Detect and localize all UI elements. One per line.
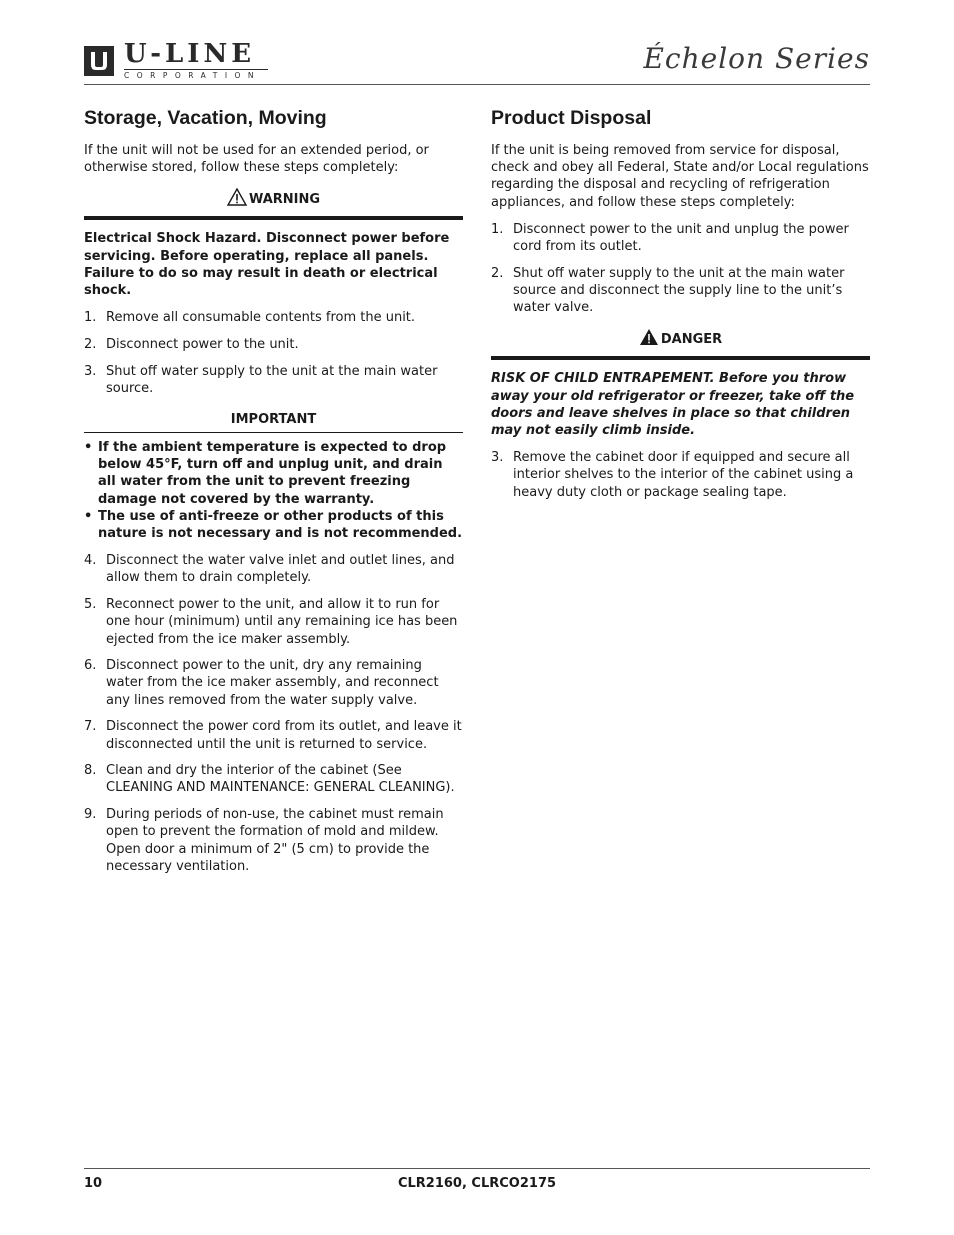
important-heading xyxy=(84,411,463,429)
list-item: 2. Disconnect power to the unit. xyxy=(84,336,299,352)
list-item: 3. Shut off water supply to the unit at the main water source. xyxy=(84,363,438,396)
header-divider xyxy=(84,84,870,85)
list-item: • The use of anti-freeze or other products of this nature is not necessary and is not recommended. xyxy=(84,508,463,542)
warning-heading xyxy=(84,188,463,212)
list-item: • If the ambient temperature is expected to drop below 45°F, turn off and unplug unit, and drain all water from the unit to prevent freezing damage not covered by the warranty. xyxy=(84,440,447,507)
page-header xyxy=(84,40,870,86)
section-title: Storage, Vacation, Moving xyxy=(84,107,327,129)
list-item: 3. Remove the cabinet door if equipped and secure all interior shelves to the interior of the cabinet using a heavy duty cloth or package sealing tape. xyxy=(491,450,854,500)
series-title: Échelon Series xyxy=(643,42,870,75)
warning-label: WARNING xyxy=(248,192,321,208)
section-title: Product Disposal xyxy=(491,107,652,129)
disposal-section xyxy=(491,104,870,510)
list-item: 1. Remove all consumable contents from the unit. xyxy=(84,310,416,326)
danger-label: DANGER xyxy=(660,332,723,348)
storage-steps-list-continued xyxy=(84,552,463,875)
list-item: 8. Clean and dry the interior of the cabinet (See CLEANING AND MAINTENANCE: GENERAL CLEANING). xyxy=(84,763,455,796)
logo-subtitle: CORPORATION xyxy=(124,69,268,80)
danger-text: RISK OF CHILD ENTRAPEMENT. Before you throw away your old refrigerator or freezer, take off the doors and leave shelves in place so that children may not easily climb inside. xyxy=(491,371,855,438)
storage-steps-list xyxy=(84,309,463,397)
disposal-steps-list-continued xyxy=(491,449,870,501)
danger-triangle-icon xyxy=(639,328,659,352)
footer-divider xyxy=(84,1168,870,1169)
important-rule xyxy=(84,432,463,433)
danger-heading xyxy=(491,328,870,352)
section-intro: If the unit is being removed from service for disposal, check and obey all Federal, State and/or Local regulations regarding the disposal and recycling of refrigeration appliances, and follow these steps completely: xyxy=(491,143,869,210)
uline-logo-icon xyxy=(84,46,114,76)
storage-section xyxy=(84,104,463,885)
list-item: 6. Disconnect power to the unit, dry any remaining water from the ice maker assembly, and reconnect any lines removed from the water supply valve. xyxy=(84,658,439,708)
disposal-steps-list xyxy=(491,221,870,317)
list-item: 1. Disconnect power to the unit and unplug the power cord from its outlet. xyxy=(491,221,849,255)
danger-rule xyxy=(491,356,870,360)
warning-text: Electrical Shock Hazard. Disconnect power before servicing. Before operating, replace all panels. Failure to do so may result in death or electrical shock. xyxy=(84,231,450,299)
section-intro: If the unit will not be used for an extended period, or otherwise stored, follow these steps completely: xyxy=(84,143,429,176)
list-item: 4. Disconnect the water valve inlet and outlet lines, and allow them to drain completely. xyxy=(84,553,455,586)
list-item: 2. Shut off water supply to the unit at the main water source and disconnect the supply line to the unit’s water valve. xyxy=(491,265,845,316)
warning-rule xyxy=(84,216,463,220)
page-number: 10 xyxy=(84,1176,103,1191)
warning-triangle-icon xyxy=(227,188,247,212)
list-item: 5. Reconnect power to the unit, and allow it to run for one hour (minimum) until any remaining ice has been ejected from the ice maker assembly. xyxy=(84,597,458,647)
important-list xyxy=(84,439,463,542)
logo-wordmark: U-LINE xyxy=(124,39,256,69)
list-item: 7. Disconnect the power cord from its outlet, and leave it disconnected until the unit is returned to service. xyxy=(84,719,462,752)
model-numbers: CLR2160, CLRCO2175 xyxy=(397,1176,557,1191)
important-label: IMPORTANT xyxy=(230,412,317,428)
list-item: 9. During periods of non-use, the cabinet must remain open to prevent the formation of mold and mildew. Open door a minimum of 2" (5 cm) to provide the necessary ventilation. xyxy=(84,807,444,874)
